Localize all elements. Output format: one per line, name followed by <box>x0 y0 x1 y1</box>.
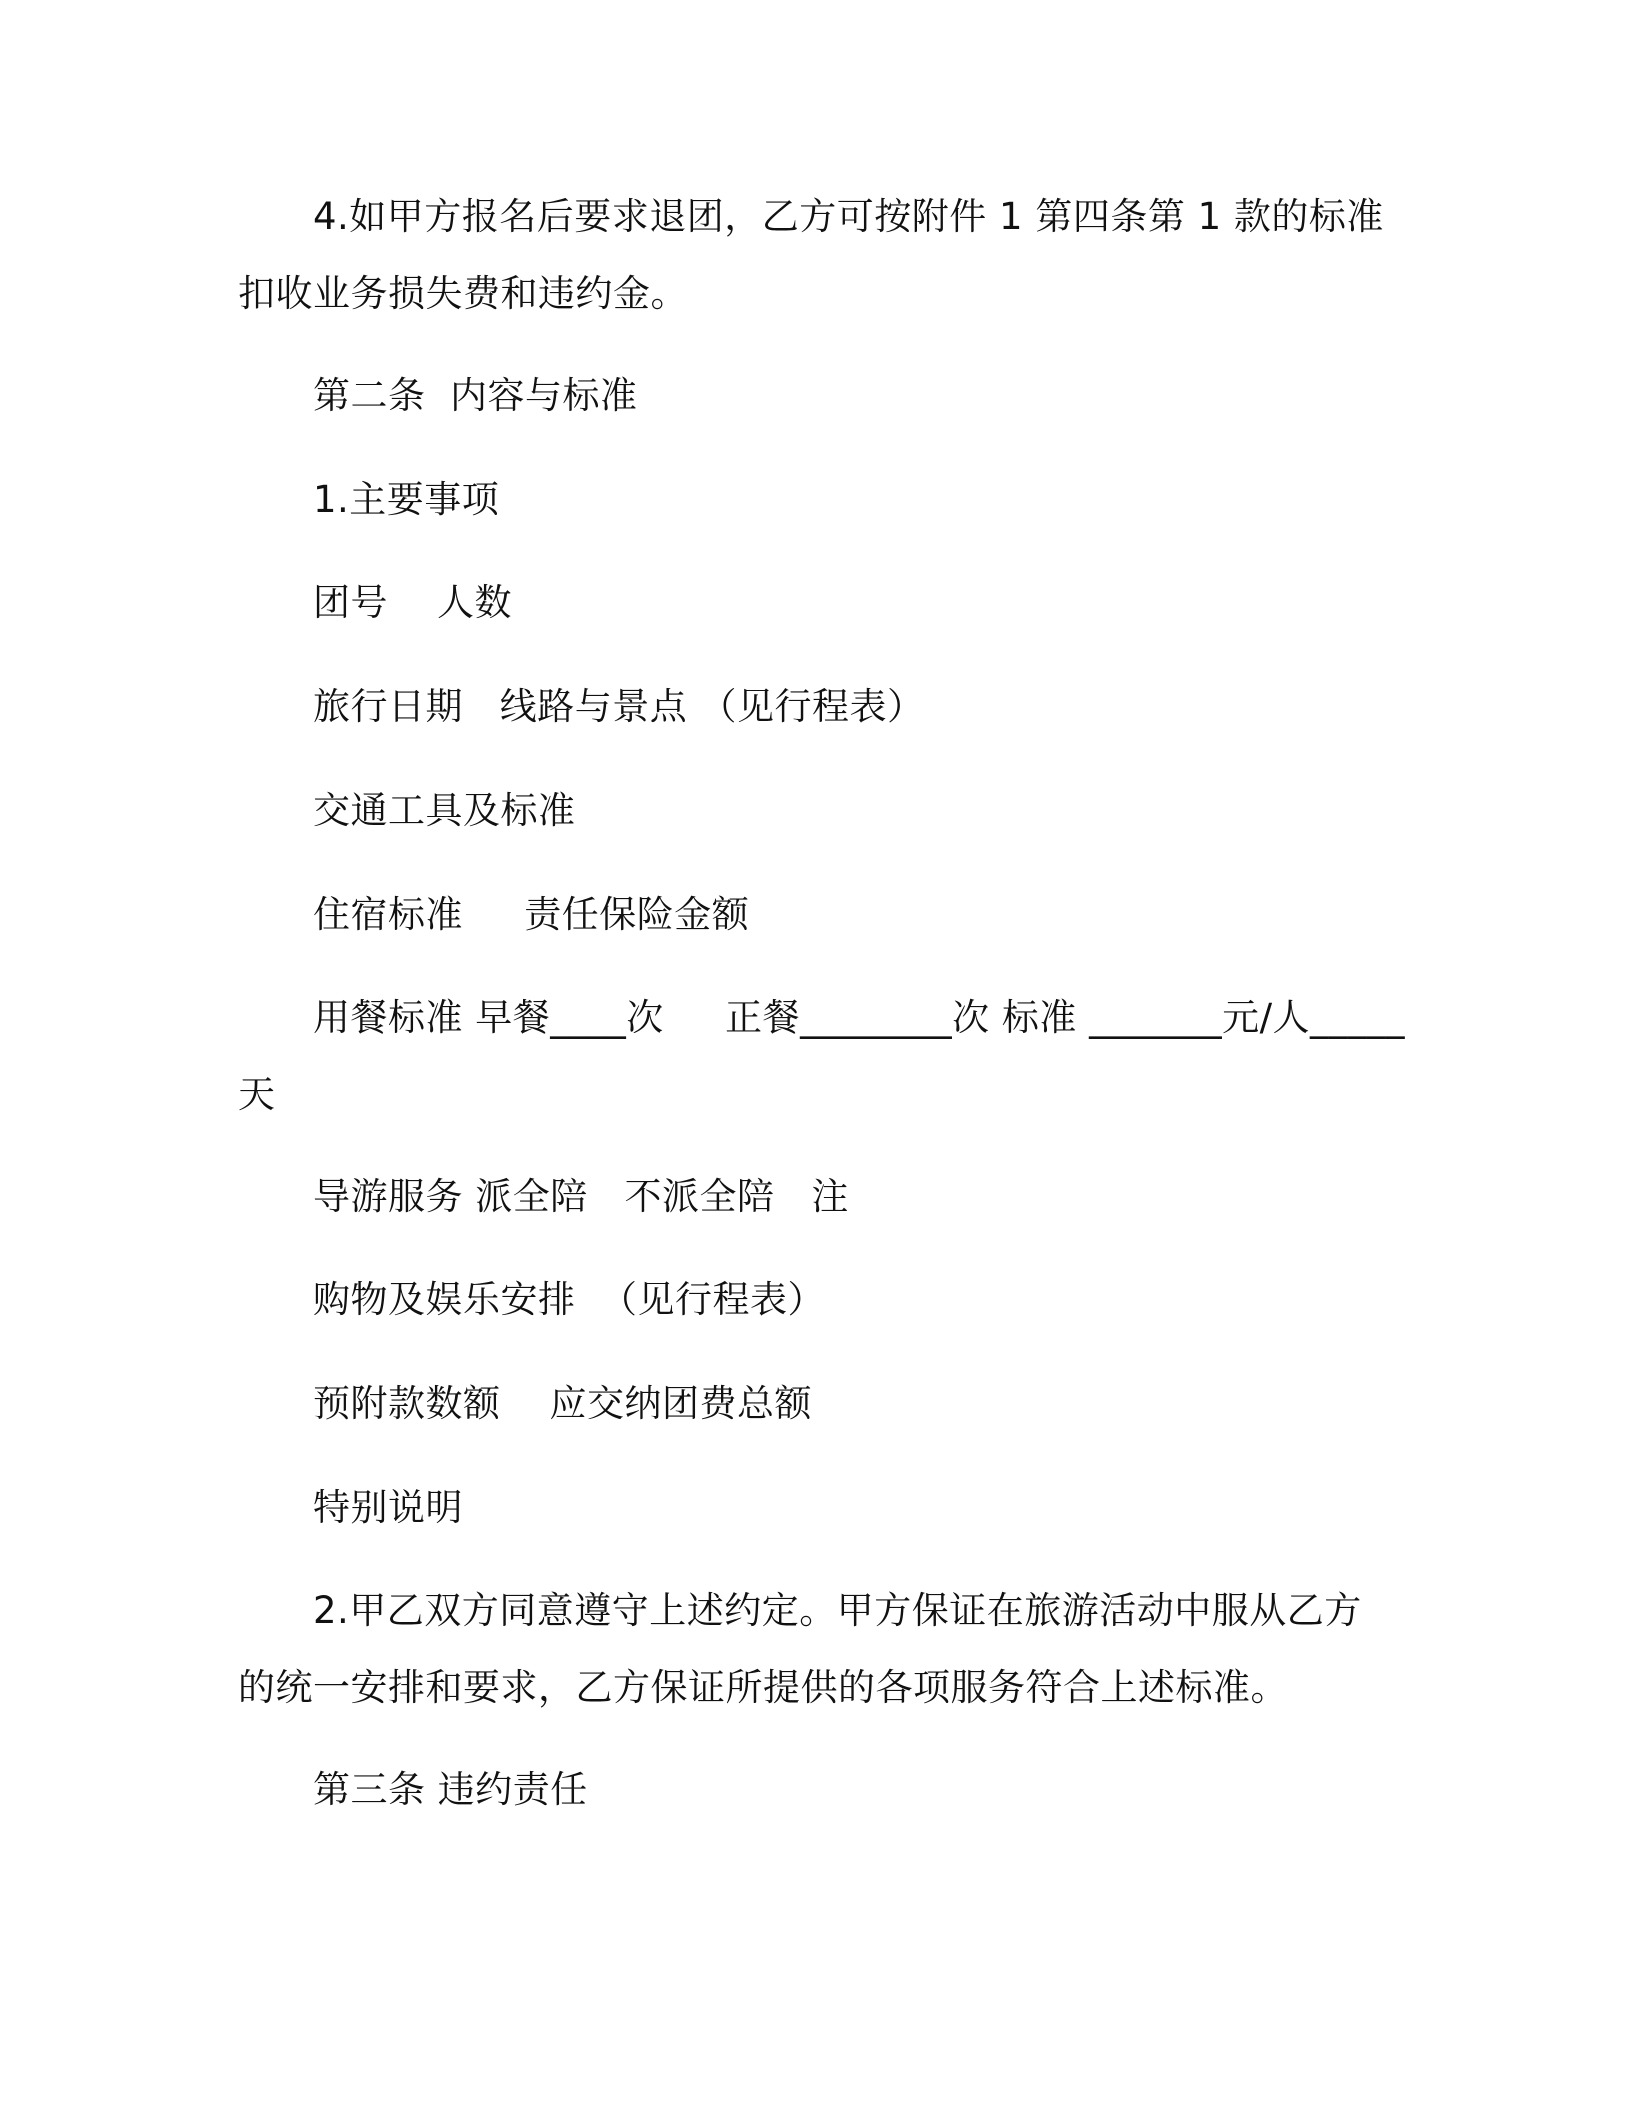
article-heading: 第二条 内容与标准 <box>313 374 638 417</box>
clause-paragraph-line-1: 4.如甲方报名后要求退团，乙方可按附件 1 第四条第 1 款的标准 <box>313 195 1384 238</box>
section-heading: 1.主要事项 <box>313 478 500 521</box>
field-row: 特别说明 <box>313 1486 463 1529</box>
field-row: 购物及娱乐安排 （见行程表） <box>313 1278 826 1321</box>
clause-paragraph-line-2: 的统一安排和要求，乙方保证所提供的各项服务符合上述标准。 <box>238 1666 1288 1709</box>
field-row: 住宿标准 责任保险金额 <box>313 893 750 936</box>
field-row: 预附款数额 应交纳团费总额 <box>313 1382 813 1425</box>
meal-field-row: 用餐标准 早餐____次 正餐________次 标准 _______元/人_____ <box>313 996 1406 1039</box>
field-row: 团号 人数 <box>313 581 513 624</box>
clause-paragraph-line-2: 扣收业务损失费和违约金。 <box>238 272 688 315</box>
field-row: 交通工具及标准 <box>313 789 576 832</box>
article-heading: 第三条 违约责任 <box>313 1768 588 1811</box>
clause-paragraph-line-1: 2.甲乙双方同意遵守上述约定。甲方保证在旅游活动中服从乙方 <box>313 1589 1362 1632</box>
meal-field-row-continuation: 天 <box>238 1073 276 1116</box>
field-row: 导游服务 派全陪 不派全陪 注 <box>313 1175 849 1218</box>
field-row: 旅行日期 线路与景点 （见行程表） <box>313 685 925 728</box>
